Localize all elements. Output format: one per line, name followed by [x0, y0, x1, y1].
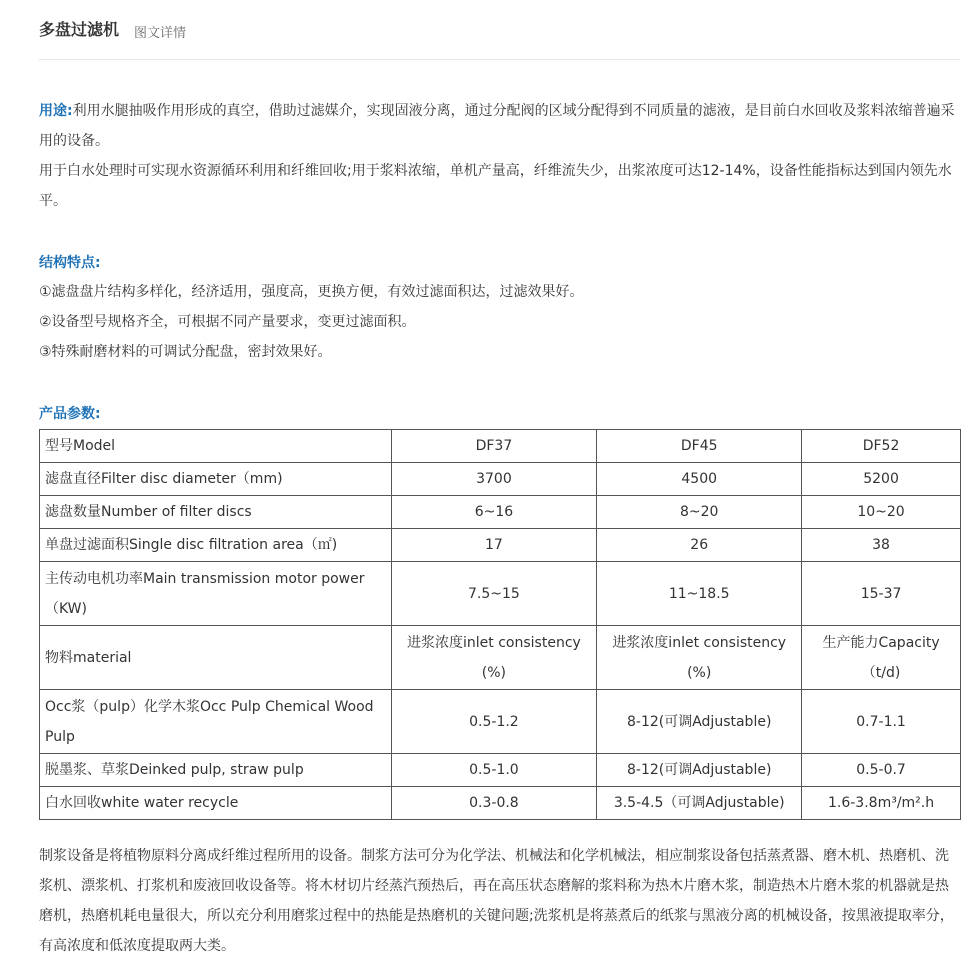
page-header [39, 14, 960, 60]
usage-text: 利用水腿抽吸作用形成的真空，借助过滤媒介，实现固液分离，通过分配阀的区域分配得到不同质量的滤液，是目前白水回收及浆料浓缩普遍采用的设备。 [39, 103, 955, 149]
table-cell: 单盘过滤面积Single disc filtration area（㎡) [40, 529, 392, 562]
table-cell: 10~20 [802, 496, 961, 529]
table-cell: 11~18.5 [597, 562, 802, 626]
table-cell: 17 [391, 529, 597, 562]
table-cell: 脱墨浆、草浆Deinked pulp, straw pulp [40, 754, 392, 787]
usage-paragraph [39, 96, 960, 156]
table-cell: 4500 [597, 463, 802, 496]
table-row [40, 787, 961, 820]
table-cell: DF45 [597, 430, 802, 463]
table-cell: 7.5~15 [391, 562, 597, 626]
table-cell: 0.3-0.8 [391, 787, 597, 820]
table-cell: 型号Model [40, 430, 392, 463]
footer-paragraph: 制浆设备是将植物原料分离成纤维过程所用的设备。制浆方法可分为化学法、机械法和化学机械法，相应制浆设备包括蒸煮器、磨木机、热磨机、洗浆机、漂浆机、打浆机和废液回收设备等。将木材切片经蒸汽预热后，再在高压状态磨解的浆料称为热木片磨木浆，制造热木片磨木浆的机器就是热磨机，热磨机耗电量很大，所以充分利用磨浆过程中的热能是热磨机的关键问题;洗浆机是将蒸煮后的纸浆与黑液分离的机械设备，按黑液提取率分，有高浓度和低浓度提取两大类。 [39, 848, 954, 954]
table-cell: 0.7-1.1 [802, 690, 961, 754]
table-row [40, 529, 961, 562]
table-cell: 8~20 [597, 496, 802, 529]
usage-paragraph-2: 用于白水处理时可实现水资源循环利用和纤维回收;用于浆料浓缩，单机产量高，纤维流失少，出浆浓度可达12-14%，设备性能指标达到国内领先水平。 [39, 163, 952, 209]
feature-item-1: ①滤盘盘片结构多样化，经济适用，强度高，更换方便，有效过滤面积达，过滤效果好。 [39, 284, 584, 300]
feature-item-2: ②设备型号规格齐全，可根据不同产量要求，变更过滤面积。 [39, 314, 416, 330]
table-row [40, 690, 961, 754]
params-heading: 产品参数: [39, 406, 101, 422]
table-cell: 白水回收white water recycle [40, 787, 392, 820]
table-cell: 滤盘数量Number of filter discs [40, 496, 392, 529]
page-title: 多盘过滤机 [39, 20, 120, 39]
table-cell: 8-12(可调Adjustable) [597, 690, 802, 754]
table-cell: Occ浆（pulp）化学木浆Occ Pulp Chemical Wood Pulp [40, 690, 392, 754]
table-cell: 3700 [391, 463, 597, 496]
table-cell: DF37 [391, 430, 597, 463]
table-row [40, 496, 961, 529]
table-cell: 26 [597, 529, 802, 562]
usage-label: 用途: [39, 103, 73, 119]
table-cell: 进浆浓度inlet consistency (%) [391, 626, 597, 690]
table-cell: 5200 [802, 463, 961, 496]
table-cell: 滤盘直径Filter disc diameter（mm) [40, 463, 392, 496]
table-cell: 0.5-1.2 [391, 690, 597, 754]
table-row [40, 430, 961, 463]
table-cell: 生产能力Capacity（t/d) [802, 626, 961, 690]
table-row [40, 562, 961, 626]
table-cell: 8-12(可调Adjustable) [597, 754, 802, 787]
feature-item-3: ③特殊耐磨材料的可调试分配盘，密封效果好。 [39, 344, 332, 360]
table-cell: 15-37 [802, 562, 961, 626]
table-cell: 主传动电机功率Main transmission motor power（KW) [40, 562, 392, 626]
params-table [39, 429, 961, 820]
table-cell: DF52 [802, 430, 961, 463]
table-cell: 进浆浓度inlet consistency (%) [597, 626, 802, 690]
table-row [40, 754, 961, 787]
table-cell: 1.6-3.8m³/m².h [802, 787, 961, 820]
table-cell: 38 [802, 529, 961, 562]
table-cell: 0.5-0.7 [802, 754, 961, 787]
table-row [40, 626, 961, 690]
page-subtitle-tab[interactable]: 图文详情 [134, 26, 187, 41]
table-row [40, 463, 961, 496]
features-heading: 结构特点: [39, 255, 101, 271]
table-cell: 0.5-1.0 [391, 754, 597, 787]
table-cell: 6~16 [391, 496, 597, 529]
table-cell: 3.5-4.5（可调Adjustable) [597, 787, 802, 820]
table-cell: 物料material [40, 626, 392, 690]
